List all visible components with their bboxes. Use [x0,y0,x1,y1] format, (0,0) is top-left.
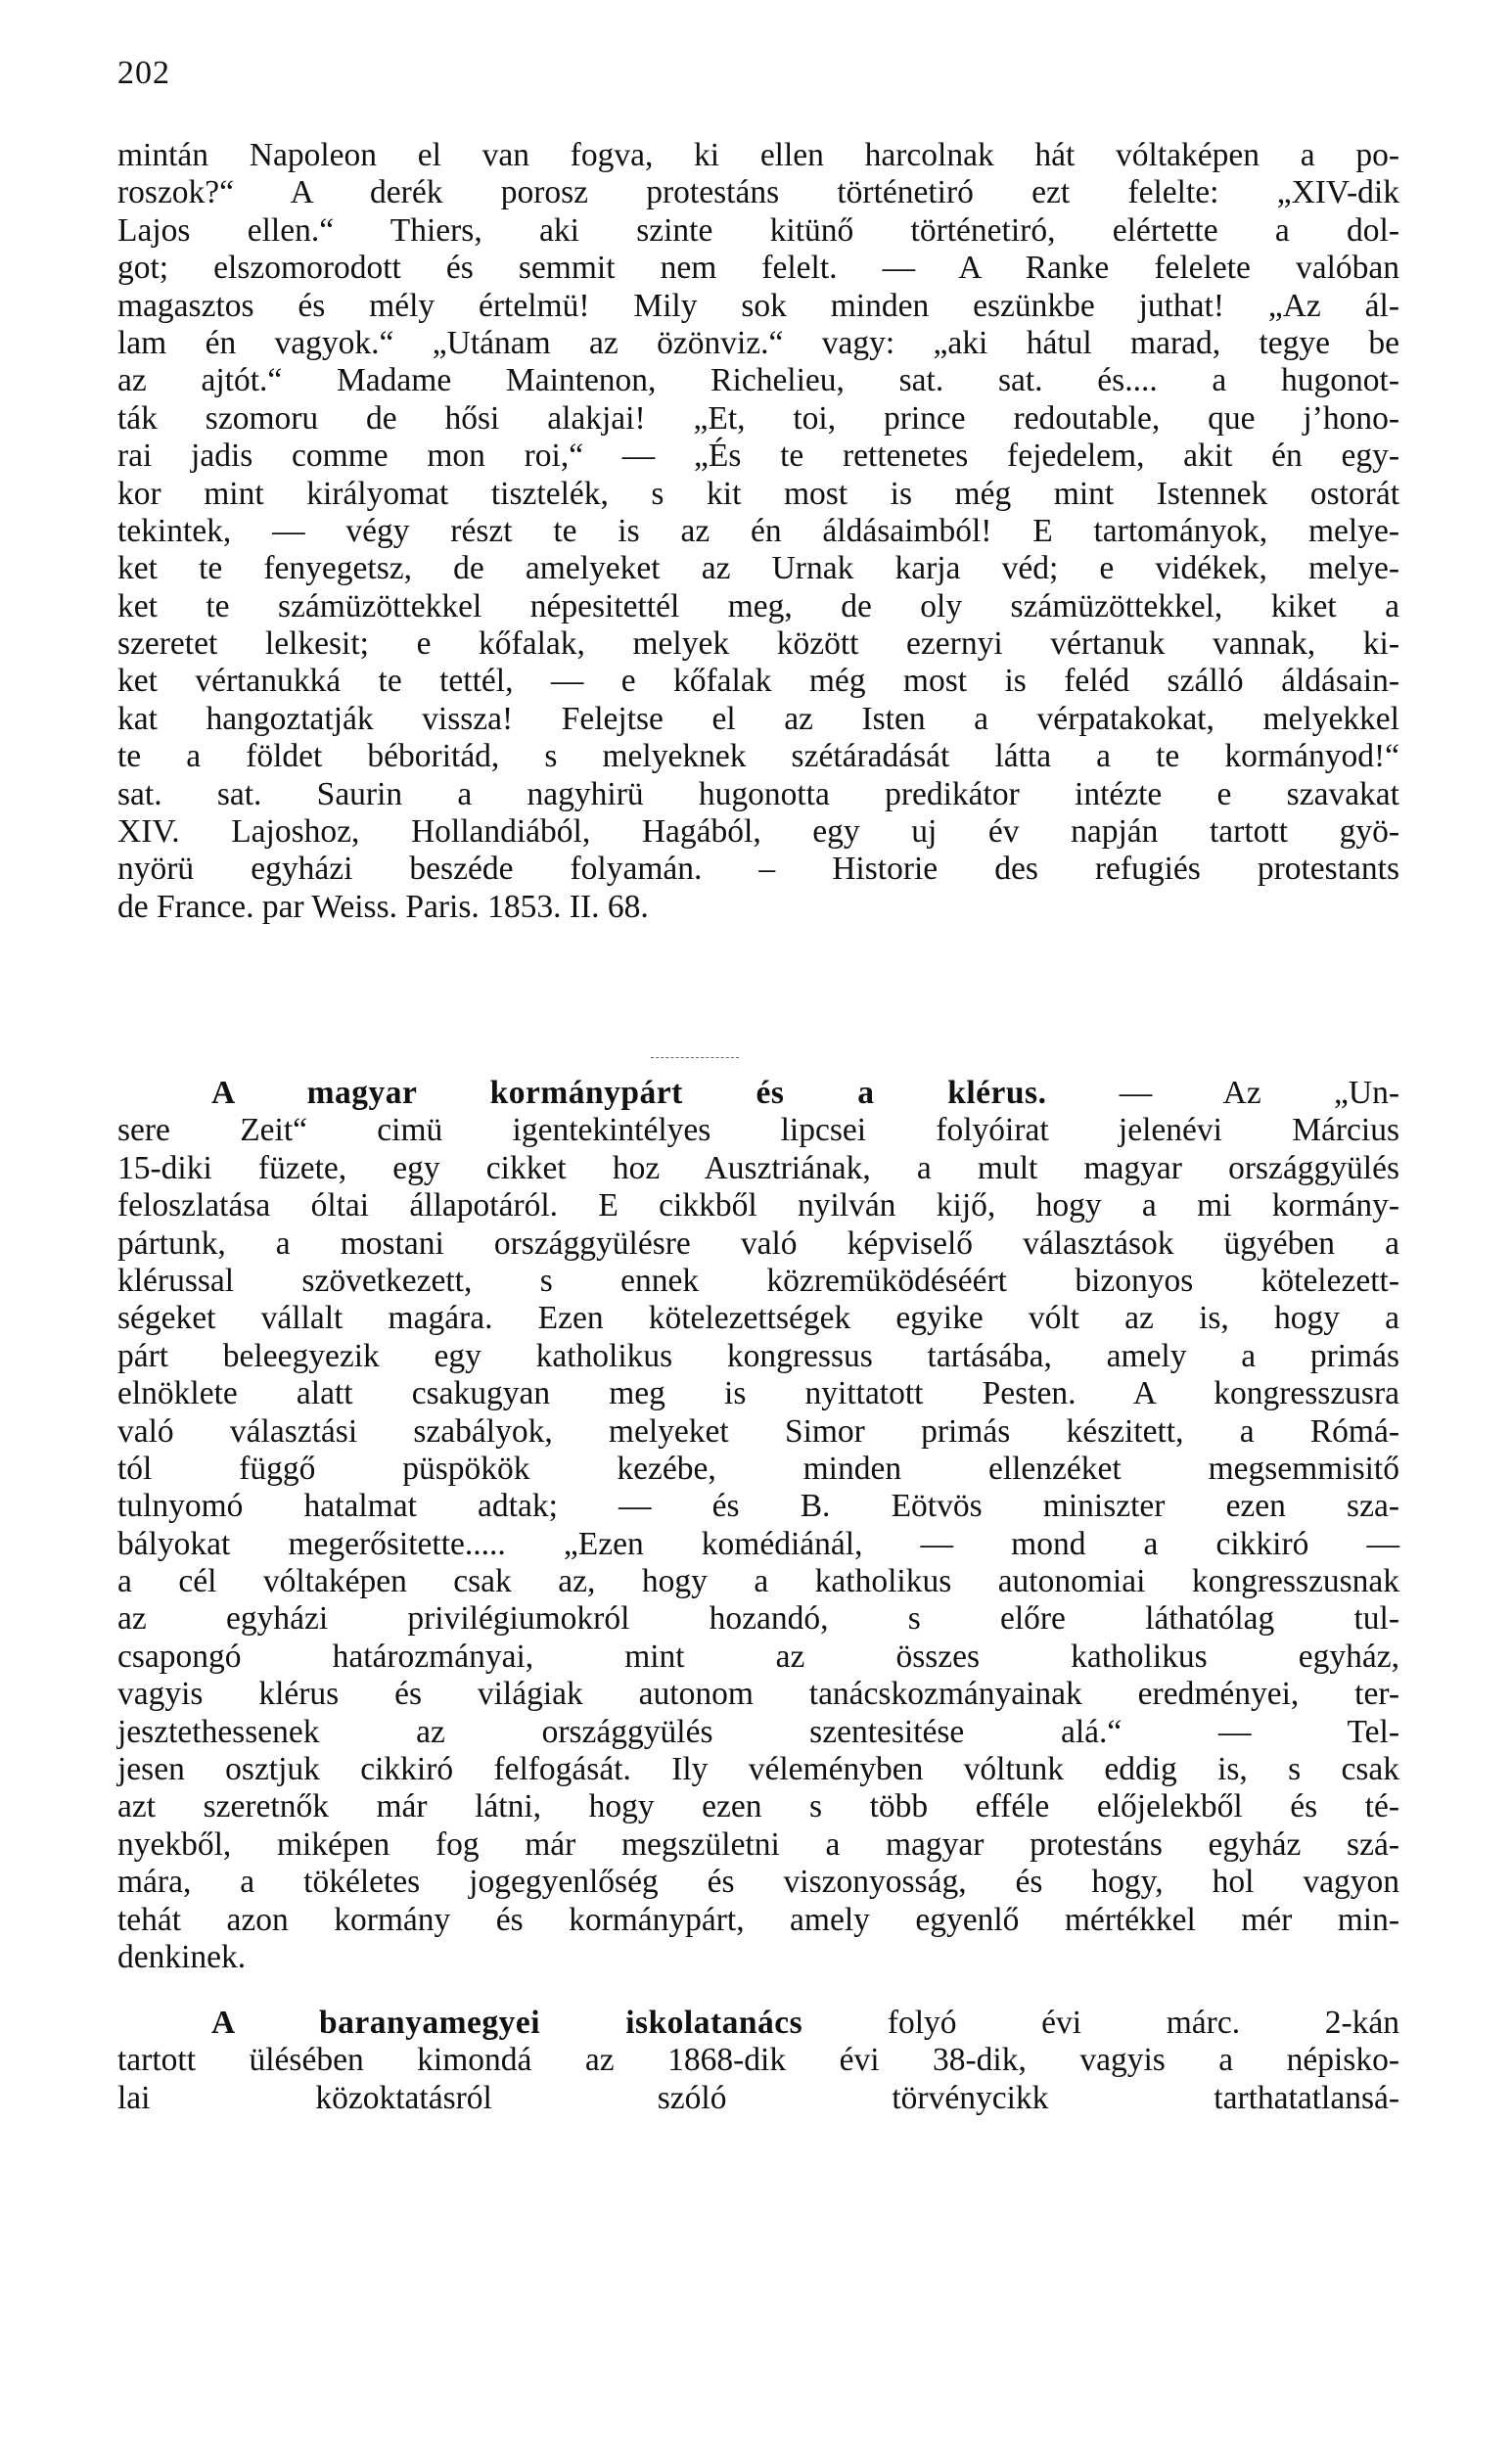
article-kormanypart-klerus [117,1075,1399,1976]
text-line: tól függő püspökök kezébe, minden ellenzéket megsemmisitő [117,1450,1399,1487]
page-number: 202 [117,55,170,91]
text-line: nyörü egyházi beszéde folyamán. – Historie des refugiés protestants [117,851,1399,888]
text-line: rai jadis comme mon roi,“ — „És te rettenetes fejedelem, akit én egy- [117,438,1399,475]
text-line: ket te fenyegetsz, de amelyeket az Urnak karja véd; e vidékek, melye- [117,550,1399,587]
text-line: tartott ülésében kimondá az 1868-dik évi 38-dik, vagyis a népisko- [117,2042,1399,2079]
text-line: de France. par Weiss. Paris. 1853. II. 68. [117,888,649,925]
text-line: az egyházi privilégiumokról hozandó, s előre láthatólag tul- [117,1600,1399,1638]
text-line: tulnyomó hatalmat adtak; — és B. Eötvös miniszter ezen sza- [117,1488,1399,1525]
text-line: sat. sat. Saurin a nagyhirü hugonotta predikátor intézte e szavakat [117,775,1399,812]
text-line: vagyis klérus és világiak autonom tanácskozmányainak eredményei, ter- [117,1676,1399,1713]
text-line: pártunk, a mostani országgyülésre való képviselő választások ügyében a [117,1224,1399,1262]
text-line: ták szomoru de hősi alakjai! „Et, toi, prince redoutable, que j’hono- [117,399,1399,437]
text-line: ket vértanukká te tettél, — e kőfalak még most is feléd szálló áldásain- [117,663,1399,700]
section-divider [651,1057,739,1058]
text-line: párt beleegyezik egy katholikus kongressus tartásába, amely a primás [117,1337,1399,1374]
text-line: elnöklete alatt csakugyan meg is nyittatott Pesten. A kongresszusra [117,1375,1399,1412]
text-line: ket te számüzöttekkel népesitettél meg, de oly számüzöttekkel, kiket a [117,587,1399,624]
text-line: feloszlatása óltai állapotáról. E cikkből nyilván kijő, hogy a mi kormány- [117,1187,1399,1224]
text-line: nyekből, miképen fog már megszületni a magyar protestáns egyház szá- [117,1825,1399,1863]
text-line: bályokat megerősitette..... „Ezen komédiánál, — mond a cikkiró — [117,1525,1399,1562]
article-first-line [117,2005,1399,2042]
text-line: jesztethessenek az országgyülés szentesitése alá.“ — Tel- [117,1713,1399,1750]
text-line: szeretet lelkesit; e kőfalak, melyek között ezernyi vértanuk vannak, ki- [117,625,1399,663]
article-first-line [117,1075,1399,1112]
text-line: sere Zeit“ cimü igentekintélyes lipcsei folyóirat jelenévi Március [117,1112,1399,1149]
text-line: való választási szabályok, melyeket Simor primás készitett, a Rómá- [117,1412,1399,1450]
text-block-napoleon-quote [117,137,1399,926]
text-line: azt szeretnők már látni, hogy ezen s több efféle előjelekből és té- [117,1788,1399,1825]
text-line: klérussal szövetkezett, s ennek közremüködéséért bizonyos kötelezett- [117,1262,1399,1299]
article-heading: A magyar kormánypárt és a klérus. [211,1075,1047,1111]
text-line: ségeket vállalt magára. Ezen kötelezettségek egyike vólt az is, hogy a [117,1300,1399,1337]
text-line: roszok?“ A derék porosz protestáns történetiró ezt felelte: „XIV-dik [117,174,1399,211]
article-baranyamegyei-iskolatanacs [117,2005,1399,2117]
text-line: tehát azon kormány és kormánypárt, amely egyenlő mértékkel mér min- [117,1901,1399,1938]
text-line: csapongó határozmányai, mint az összes katholikus egyház, [117,1638,1399,1675]
text-line: a cél vóltaképen csak az, hogy a katholikus autonomiai kongresszusnak [117,1563,1399,1600]
heading-continuation: folyó évi márc. 2-kán [802,2005,1399,2041]
text-line: magasztos és mély értelmü! Mily sok minden eszünkbe juthat! „Az ál- [117,287,1399,324]
text-line: lam én vagyok.“ „Utánam az özönviz.“ vagy: „aki hátul marad, tegye be [117,324,1399,361]
text-line: jesen osztjuk cikkiró felfogását. Ily véleményben vóltunk eddig is, s csak [117,1751,1399,1788]
text-line: kat hangoztatják vissza! Felejtse el az Isten a vérpatakokat, melyekkel [117,700,1399,737]
text-line: Lajos ellen.“ Thiers, aki szinte kitünő történetiró, elértette a dol- [117,211,1399,249]
text-line: az ajtót.“ Madame Maintenon, Richelieu, sat. sat. és.... a hugonot- [117,362,1399,399]
text-line: denkinek. [117,1938,247,1975]
text-line: XIV. Lajoshoz, Hollandiából, Hagából, egy uj év napján tartott gyö- [117,813,1399,851]
article-heading: A baranyamegyei iskolatanács [211,2005,803,2041]
heading-continuation: — Az „Un- [1046,1075,1399,1111]
text-line: mintán Napoleon el van fogva, ki ellen harcolnak hát vóltaképen a po- [117,137,1399,173]
text-line: mára, a tökéletes jogegyenlőség és viszonyosság, és hogy, hol vagyon [117,1864,1399,1901]
text-line: got; elszomorodott és semmit nem felelt. — A Ranke felelete valóban [117,250,1399,287]
text-line: tekintek, — végy részt te is az én áldásaimból! E tartományok, melye- [117,512,1399,549]
text-line: lai közoktatásról szóló törvénycikk tarthatatlansá- [117,2079,1399,2116]
text-line: te a földet béboritád, s melyeknek szétáradását látta a te kormányod!“ [117,738,1399,775]
text-line: kor mint királyomat tisztelék, s kit most is még mint Istennek ostorát [117,475,1399,512]
text-line: 15-diki füzete, egy cikket hoz Ausztriának, a mult magyar országgyülés [117,1149,1399,1186]
